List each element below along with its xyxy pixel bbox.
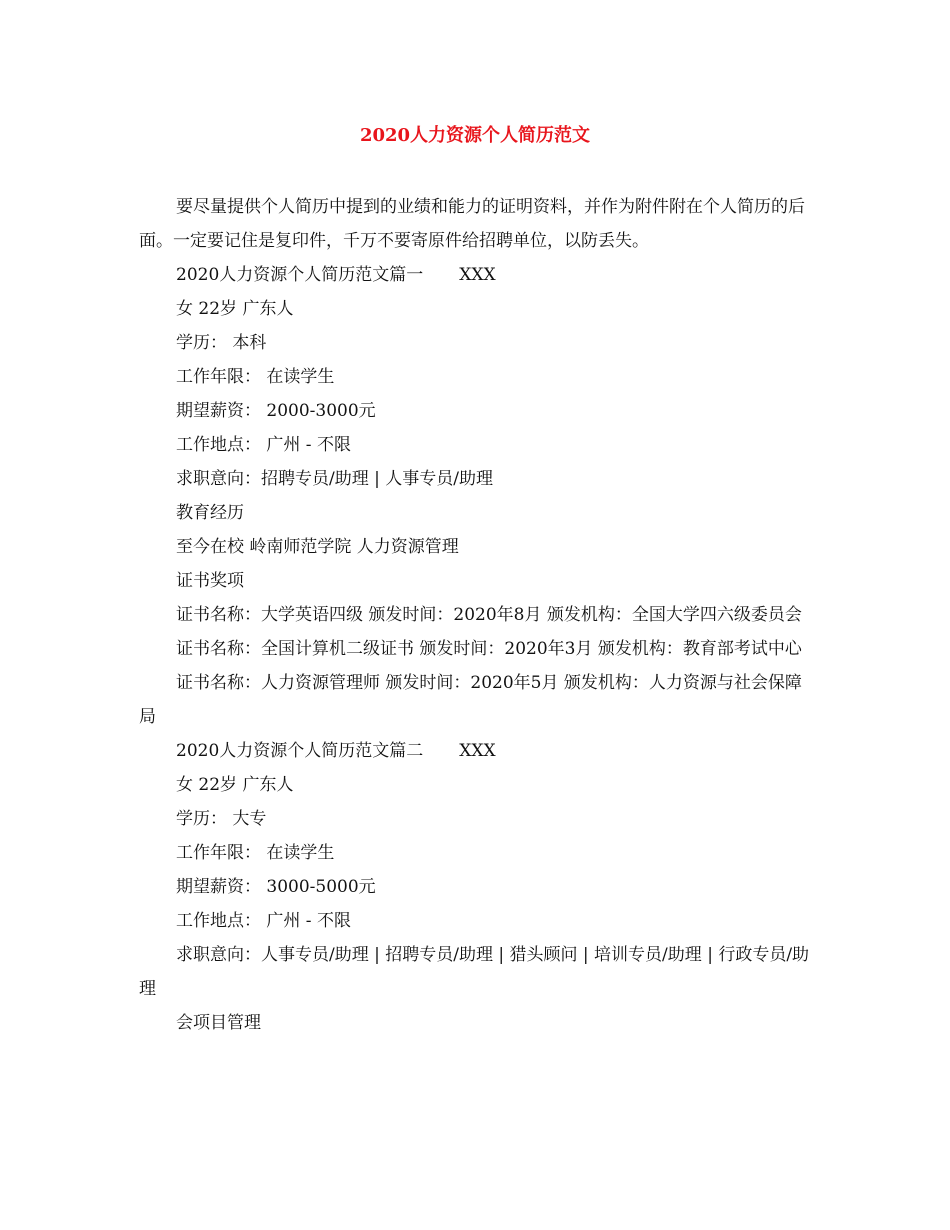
- resume1-certificates-heading: 证书奖项: [176, 571, 244, 591]
- resume2-heading: 2020人力资源个人简历范文篇二: [176, 741, 424, 761]
- resume2-basic: 女 22岁 广东人: [176, 775, 294, 795]
- resume1-certificate-3: 证书名称：人力资源管理师 颁发时间：2020年5月 颁发机构：人力资源与社会保障局: [139, 673, 802, 727]
- resume2-location: 工作地点： 广州 - 不限: [176, 911, 351, 931]
- intro-paragraph: 要尽量提供个人简历中提到的业绩和能力的证明资料，并作为附件附在个人简历的后面。一定要记住是复印件，千万不要寄原件给招聘单位，以防丢失。: [139, 197, 805, 251]
- resume1-heading: 2020人力资源个人简历范文篇一: [176, 265, 424, 285]
- resume1-education-level: 学历： 本科: [176, 333, 267, 353]
- resume1-certificate-2: 证书名称：全国计算机二级证书 颁发时间：2020年3月 颁发机构：教育部考试中心: [176, 639, 802, 659]
- resume2-salary: 期望薪资： 3000-5000元: [176, 877, 376, 897]
- resume1-location: 工作地点： 广州 - 不限: [176, 435, 351, 455]
- document-title: 2020人力资源个人简历范文: [359, 125, 591, 146]
- resume1-heading-line: [139, 258, 811, 292]
- resume2-work-years: 工作年限： 在读学生: [176, 843, 335, 863]
- resume2-education-level: 学历： 大专: [176, 809, 267, 829]
- resume1-certificate-1: 证书名称：大学英语四级 颁发时间：2020年8月 颁发机构：全国大学四六级委员会: [176, 605, 802, 625]
- resume1-salary: 期望薪资： 2000-3000元: [176, 401, 376, 421]
- resume2-heading-line: [139, 734, 811, 768]
- resume1-work-years: 工作年限： 在读学生: [176, 367, 335, 387]
- resume1-name: XXX: [459, 265, 496, 285]
- resume2-extra: 会项目管理: [176, 1013, 261, 1033]
- resume1-basic: 女 22岁 广东人: [176, 299, 294, 319]
- resume2-intention: 求职意向：人事专员/助理 | 招聘专员/助理 | 猎头顾问 | 培训专员/助理 | 行政专员/助理: [139, 945, 810, 999]
- resume1-intention: 求职意向：招聘专员/助理 | 人事专员/助理: [176, 469, 493, 489]
- resume1-education-heading: 教育经历: [176, 503, 244, 523]
- document-body: [139, 190, 811, 1040]
- resume1-education-item: 至今在校 岭南师范学院 人力资源管理: [176, 537, 459, 557]
- resume2-name: XXX: [459, 741, 496, 761]
